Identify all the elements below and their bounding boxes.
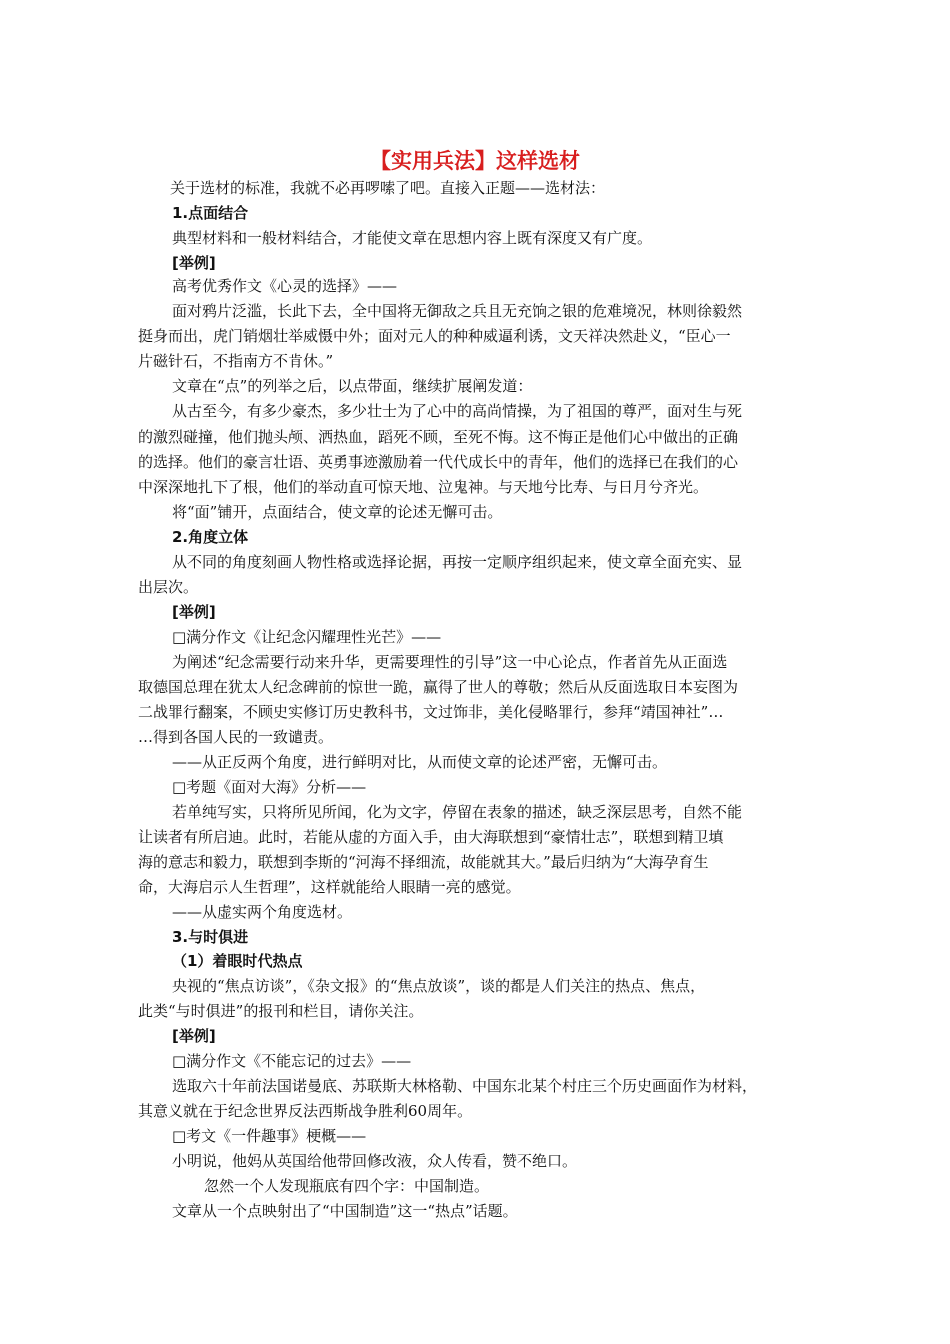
- example-label: [举例]: [172, 1027, 216, 1045]
- text-line: 让读者有所启迪。此时，若能从虚的方面入手，由大海联想到“豪情壮志”，联想到精卫填: [138, 828, 724, 846]
- text-line: 高考优秀作文《心灵的选择》——: [172, 277, 398, 295]
- text-line: 的选择。他们的豪言壮语、英勇事迹激励着一代代成长中的青年，他们的选择已在我们的心: [138, 453, 739, 471]
- text-line: 出层次。: [138, 578, 199, 596]
- section-heading: 2.角度立体: [172, 528, 249, 546]
- text-line: …得到各国人民的一致谴责。: [138, 728, 334, 746]
- text-line: 小明说，他妈从英国给他带回修改液，众人传看，赞不绝口。: [172, 1152, 578, 1170]
- text-line: 忽然一个人发现瓶底有四个字：中国制造。: [204, 1177, 490, 1195]
- text-line: □满分作文《不能忘记的过去》——: [172, 1052, 412, 1070]
- text-line: 为阐述“纪念需要行动来升华，更需要理性的引导”这一中心论点，作者首先从正面选: [172, 653, 728, 671]
- text-line: 若单纯写实，只将所见所闻，化为文字，停留在表象的描述，缺乏深层思考，自然不能: [172, 803, 743, 821]
- text-line: 选取六十年前法国诺曼底、苏联斯大林格勒、中国东北某个村庄三个历史画面作为材料，: [172, 1077, 758, 1095]
- text-line: 从不同的角度刻画人物性格或选择论据，再按一定顺序组织起来，使文章全面充实、显: [172, 553, 743, 571]
- section-heading: 1.点面结合: [172, 204, 249, 222]
- text-line: 央视的“焦点访谈”，《杂文报》的“焦点放谈”，谈的都是人们关注的热点、焦点，: [172, 977, 706, 995]
- text-line: 文章从一个点映射出了“中国制造”这一“热点”话题。: [172, 1202, 518, 1220]
- example-label: [举例]: [172, 254, 216, 272]
- text-line: 片磁针石，不指南方不肯休。”: [138, 352, 334, 370]
- text-line: 将“面”铺开，点面结合，使文章的论述无懈可击。: [172, 503, 503, 521]
- document-title: 【实用兵法】这样选材: [370, 149, 580, 173]
- text-line: □满分作文《让纪念闪耀理性光芒》——: [172, 628, 442, 646]
- section-heading: 3.与时俱进: [172, 928, 249, 946]
- text-line: 其意义就在于纪念世界反法西斯战争胜利60周年。: [138, 1102, 473, 1120]
- text-line: 典型材料和一般材料结合，才能使文章在思想内容上既有深度又有广度。: [172, 229, 653, 247]
- text-line: 此类“与时俱进”的报刊和栏目，请你关注。: [138, 1002, 424, 1020]
- text-line: 的激烈碰撞，他们抛头颅、洒热血，蹈死不顾，至死不悔。这不悔正是他们心中做出的正确: [138, 428, 739, 446]
- subsection-heading: （1）着眼时代热点: [172, 952, 303, 970]
- text-line: 文章在“点”的列举之后，以点带面，继续扩展阐发道：: [172, 377, 533, 395]
- text-line: □考题《面对大海》分析——: [172, 778, 367, 796]
- text-line: 二战罪行翻案，不顾史实修订历史教科书，文过饰非，美化侵略罪行，参拜“靖国神社”…: [138, 703, 724, 721]
- text-line: 中深深地扎下了根，他们的举动直可惊天地、泣鬼神。与天地兮比寿、与日月兮齐光。: [138, 478, 709, 496]
- text-line: 挺身而出，虎门销烟壮举威慑中外；面对元人的种种威逼利诱，文天祥决然赴义，“臣心一: [138, 327, 731, 345]
- text-line: 海的意志和毅力，联想到李斯的“河海不择细流，故能就其大。”最后归纳为“大海孕育生: [138, 853, 709, 871]
- text-line: 命，大海启示人生哲理”，这样就能给人眼睛一亮的感觉。: [138, 878, 521, 896]
- text-line: 关于选材的标准，我就不必再啰嗦了吧。直接入正题——选材法：: [170, 179, 606, 197]
- example-label: [举例]: [172, 603, 216, 621]
- text-line: ——从正反两个角度，进行鲜明对比，从而使文章的论述严密，无懈可击。: [172, 753, 668, 771]
- text-line: 取德国总理在犹太人纪念碑前的惊世一跪，赢得了世人的尊敬；然后从反面选取日本妄图为: [138, 678, 739, 696]
- text-line: □考文《一件趣事》梗概——: [172, 1127, 367, 1145]
- text-line: 面对鸦片泛滥，长此下去，全中国将无御敌之兵且无充饷之银的危难境况，林则徐毅然: [172, 302, 743, 320]
- text-line: 从古至今，有多少豪杰，多少壮士为了心中的高尚情操，为了祖国的尊严，面对生与死: [172, 402, 743, 420]
- text-line: ——从虚实两个角度选材。: [172, 903, 353, 921]
